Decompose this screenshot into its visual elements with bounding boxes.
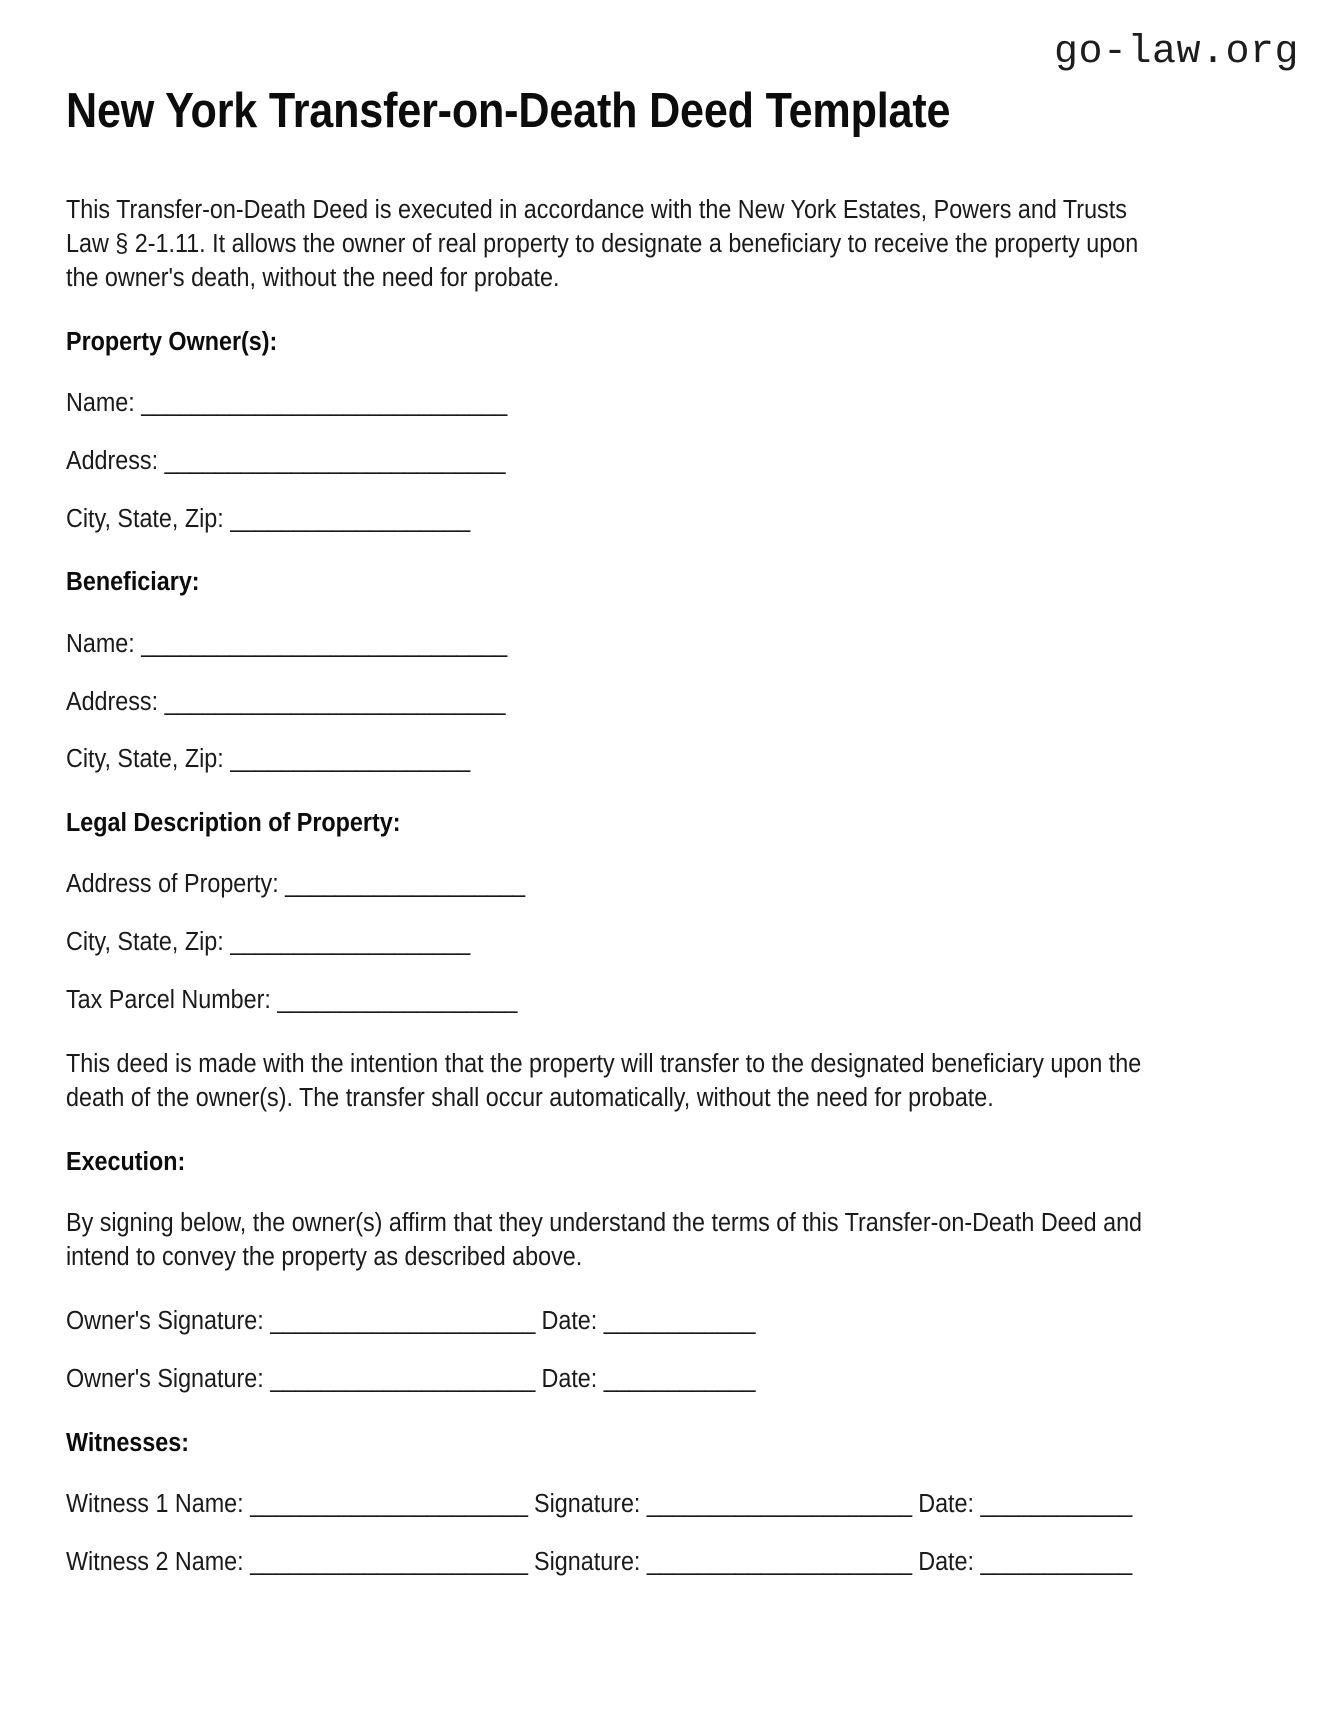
field-owner-city-state-zip: [66, 503, 1156, 537]
field-label: Tax Parcel Number:: [66, 986, 271, 1015]
witness-signature-blank[interactable]: _____________________: [646, 1489, 912, 1518]
witness-date-label: Date:: [918, 1489, 974, 1518]
date-blank[interactable]: ____________: [603, 1306, 756, 1335]
witness-name-label: Witness 1 Name:: [66, 1489, 244, 1518]
field-blank[interactable]: _____________________________: [141, 388, 507, 417]
field-label: City, State, Zip:: [66, 745, 224, 774]
date-label: Date:: [541, 1364, 598, 1393]
field-label: Name:: [66, 629, 135, 658]
witness-name-blank[interactable]: ______________________: [250, 1547, 528, 1576]
field-blank[interactable]: ___________________: [277, 986, 517, 1015]
field-blank[interactable]: ___________________: [230, 745, 470, 774]
field-property-address: [66, 868, 1156, 902]
page-title: New York Transfer-on-Death Deed Template: [66, 84, 951, 138]
field-owner-address: [66, 445, 1156, 479]
signature-blank[interactable]: _____________________: [270, 1364, 536, 1393]
field-witness-1: [66, 1488, 1156, 1522]
witness-date-label: Date:: [918, 1547, 974, 1576]
witness-signature-label: Signature:: [534, 1547, 641, 1576]
section-heading-legal-description: Legal Description of Property:: [66, 809, 401, 838]
field-label: City, State, Zip:: [66, 504, 224, 533]
site-watermark: go-law.org: [1053, 30, 1299, 75]
field-label: City, State, Zip:: [66, 928, 224, 957]
execution-paragraph: By signing below, the owner(s) affirm that they understand the terms of this Transfer-on-Death Deed and intend to convey the property as described above.: [66, 1209, 1143, 1272]
signature-label: Owner's Signature:: [66, 1306, 264, 1335]
field-blank[interactable]: ___________________: [285, 870, 525, 899]
field-blank[interactable]: ___________________: [230, 928, 470, 957]
section-heading-property-owners: Property Owner(s):: [66, 327, 278, 356]
field-blank[interactable]: ___________________________: [164, 687, 506, 716]
field-label: Address of Property:: [66, 870, 279, 899]
witness-signature-label: Signature:: [534, 1489, 641, 1518]
field-owner-signature-2: [66, 1363, 1156, 1397]
field-blank[interactable]: ___________________: [230, 504, 470, 533]
field-owner-signature-1: [66, 1305, 1156, 1339]
field-beneficiary-address: [66, 686, 1156, 720]
section-heading-execution: Execution:: [66, 1147, 186, 1176]
document-content: [66, 84, 1156, 1580]
witness-name-blank[interactable]: ______________________: [250, 1489, 528, 1518]
transfer-intent-paragraph: This deed is made with the intention that the property will transfer to the designated beneficiary upon the death of the owner(s). The transfer shall occur automatically, without the need for probate.: [66, 1050, 1142, 1113]
field-tax-parcel-number: [66, 984, 1156, 1018]
field-beneficiary-city-state-zip: [66, 743, 1156, 777]
section-heading-witnesses: Witnesses:: [66, 1428, 189, 1457]
field-blank[interactable]: ___________________________: [164, 446, 506, 475]
signature-label: Owner's Signature:: [66, 1364, 264, 1393]
field-owner-name: [66, 387, 1156, 421]
witness-name-label: Witness 2 Name:: [66, 1547, 244, 1576]
field-label: Name:: [66, 388, 135, 417]
field-label: Address:: [66, 446, 159, 475]
field-witness-2: [66, 1546, 1156, 1580]
date-label: Date:: [541, 1306, 598, 1335]
witness-date-blank[interactable]: ____________: [980, 1489, 1132, 1518]
section-heading-beneficiary: Beneficiary:: [66, 568, 200, 597]
witness-date-blank[interactable]: ____________: [980, 1547, 1132, 1576]
witness-signature-blank[interactable]: _____________________: [646, 1547, 912, 1576]
date-blank[interactable]: ____________: [603, 1364, 756, 1393]
field-label: Address:: [66, 687, 159, 716]
field-property-city-state-zip: [66, 926, 1156, 960]
field-blank[interactable]: _____________________________: [141, 629, 507, 658]
field-beneficiary-name: [66, 628, 1156, 662]
intro-paragraph: This Transfer-on-Death Deed is executed in accordance with the New York Estates, Powers and Trusts Law § 2-1.11. It allows the owner of real property to designate a beneficiary to receive the property upon the owner's death, without the need for probate.: [66, 195, 1139, 292]
signature-blank[interactable]: _____________________: [270, 1306, 536, 1335]
